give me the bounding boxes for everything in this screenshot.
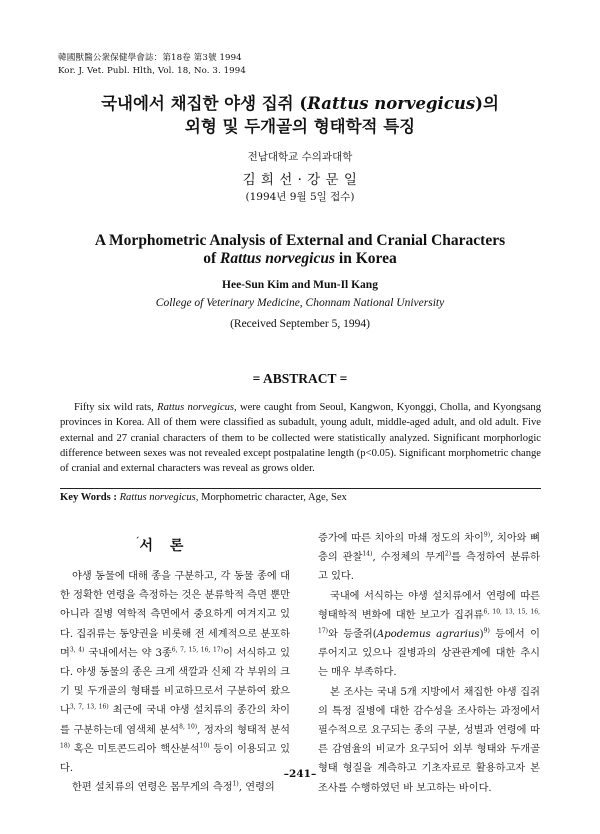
right-paragraph-0: 증가에 따른 치아의 마쇄 정도의 차이$^{9)}$, 치아와 뼈층의 관찰$^{14)}$, 수정체의 무게$^{2)}$를 측정하여 분류하고 있다.	[318, 531, 540, 583]
abstract-species: Rattus norvegicus,	[157, 402, 237, 413]
english-title-line-2: of Rattus norvegicus in Korea	[203, 250, 397, 267]
abstract-text: Fifty six wild rats, Rattus norvegicus, were caught from Seoul, Kangwon, Kyonggi, Cholla, and Kyongsang provinces in Korea. All of them were classified as subadult, young adult, middle-aged adult, and old adult. Five external and 27 cranial characters of them to be collected were statistically analyzed. Significant morphorlogic difference between sexes was not revealed except postpalatine length (p<0.05). Significant morphometric change of cranial and external characters was reveal as grows older.	[60, 402, 541, 475]
korean-received-date: (1994년 9월 5일 접수)	[245, 191, 355, 203]
korean-title-species: Rattus norvegicus	[307, 94, 476, 113]
english-title-species: Rattus norvegicus	[220, 250, 336, 267]
korean-title-line-1: 국내에서 채집한 야생 집쥐 (Rattus norvegicus)의	[101, 94, 499, 113]
page-number: –241–	[283, 768, 317, 780]
english-affiliation: College of Veterinary Medicine, Chonnam National University	[155, 297, 445, 309]
journal-header-korean: 韓國獸醫公衆保健學會誌：第18卷 第3號 1994	[58, 53, 242, 63]
left-paragraph-2: 한편 설치류의 연령은 몸무게의 측정$^{1)}$, 연령의	[72, 780, 275, 794]
journal-header-english: Kor. J. Vet. Publ. Hlth, Vol. 18, No. 3. 1994	[58, 66, 246, 76]
keywords-divider	[60, 488, 541, 489]
right-column-body	[318, 529, 540, 798]
left-paragraph-1: 야생 동물에 대해 종을 구분하고, 각 동물 종에 대한 정확한 연령을 측정하는 것은 분류학적 측면 뿐만 아니라 질병 역학적 측면에서 중요하게 여겨지고 있다. 집쥐류는 동양권을 비롯해 전 세계적으로 분포하며$^{3, 4)}$ 국내에서는 약 3종$^{6, 7, 15, 16, 17)}$이 서식하고 있다. 야생 동물의 종은 크게 색깔과 신체 각 부위의 크기 및 두개골의 형태를 비교하므로서 구분하여 왔으나$^{3, 7, 13, 16)}$ 최근에 국내 야생 설치류의 종간의 차이를 구분하는데 염색체 분석$^{8, 10)}$, 정자의 형태적 분석$^{18)}$ 혹은 미토콘드리아 핵산분석$^{10)}$ 등이 이용되고 있다.	[60, 571, 291, 775]
section-title-introduction: ´서 론	[135, 537, 190, 554]
abstract-heading: = ABSTRACT =	[252, 371, 348, 386]
english-received-date: (Received September 5, 1994)	[230, 318, 370, 330]
right-paragraph-2: 본 조사는 국내 5개 지방에서 채집한 야생 집쥐의 특정 질병에 대한 감수성을 조사하는 과정에서 필수적으로 요구되는 종의 구분, 성별과 연령에 따른 감염율의 비교가 요구되어 외부 형태와 두개골 형태 형질을 계측하고 기초자료로 활용하고자 본 조사를 수행하였던 바 보고하는 바이다.	[318, 686, 540, 794]
english-authors: Hee-Sun Kim and Mun-Il Kang	[222, 279, 378, 291]
korean-affiliation: 전남대학교 수의과대학	[247, 151, 353, 163]
english-title-line-1: A Morphometric Analysis of External and Cranial Characters	[94, 232, 506, 249]
keywords-line: Key Words : Rattus norvegicus, Morphometric character, Age, Sex	[60, 492, 347, 503]
left-column-body	[60, 567, 290, 797]
korean-authors: 김 희 선 · 강 문 일	[242, 172, 358, 188]
keywords-label: Key Words :	[60, 492, 117, 503]
korean-title-line-2: 외형 및 두개골의 형태학적 특징	[184, 117, 416, 136]
right-paragraph-1: 국내에 서식하는 야생 설치류에서 연령에 따른 형태학적 변화에 대한 보고가 집쥐류$^{6, 10, 13, 15, 16, 17)}$와 등줄쥐(Apodemus agrarius)$^{9)}$ 등에서 이루어지고 있으나 질병과의 상관관계에 대한 추시는 매우 부족하다.	[318, 590, 540, 679]
